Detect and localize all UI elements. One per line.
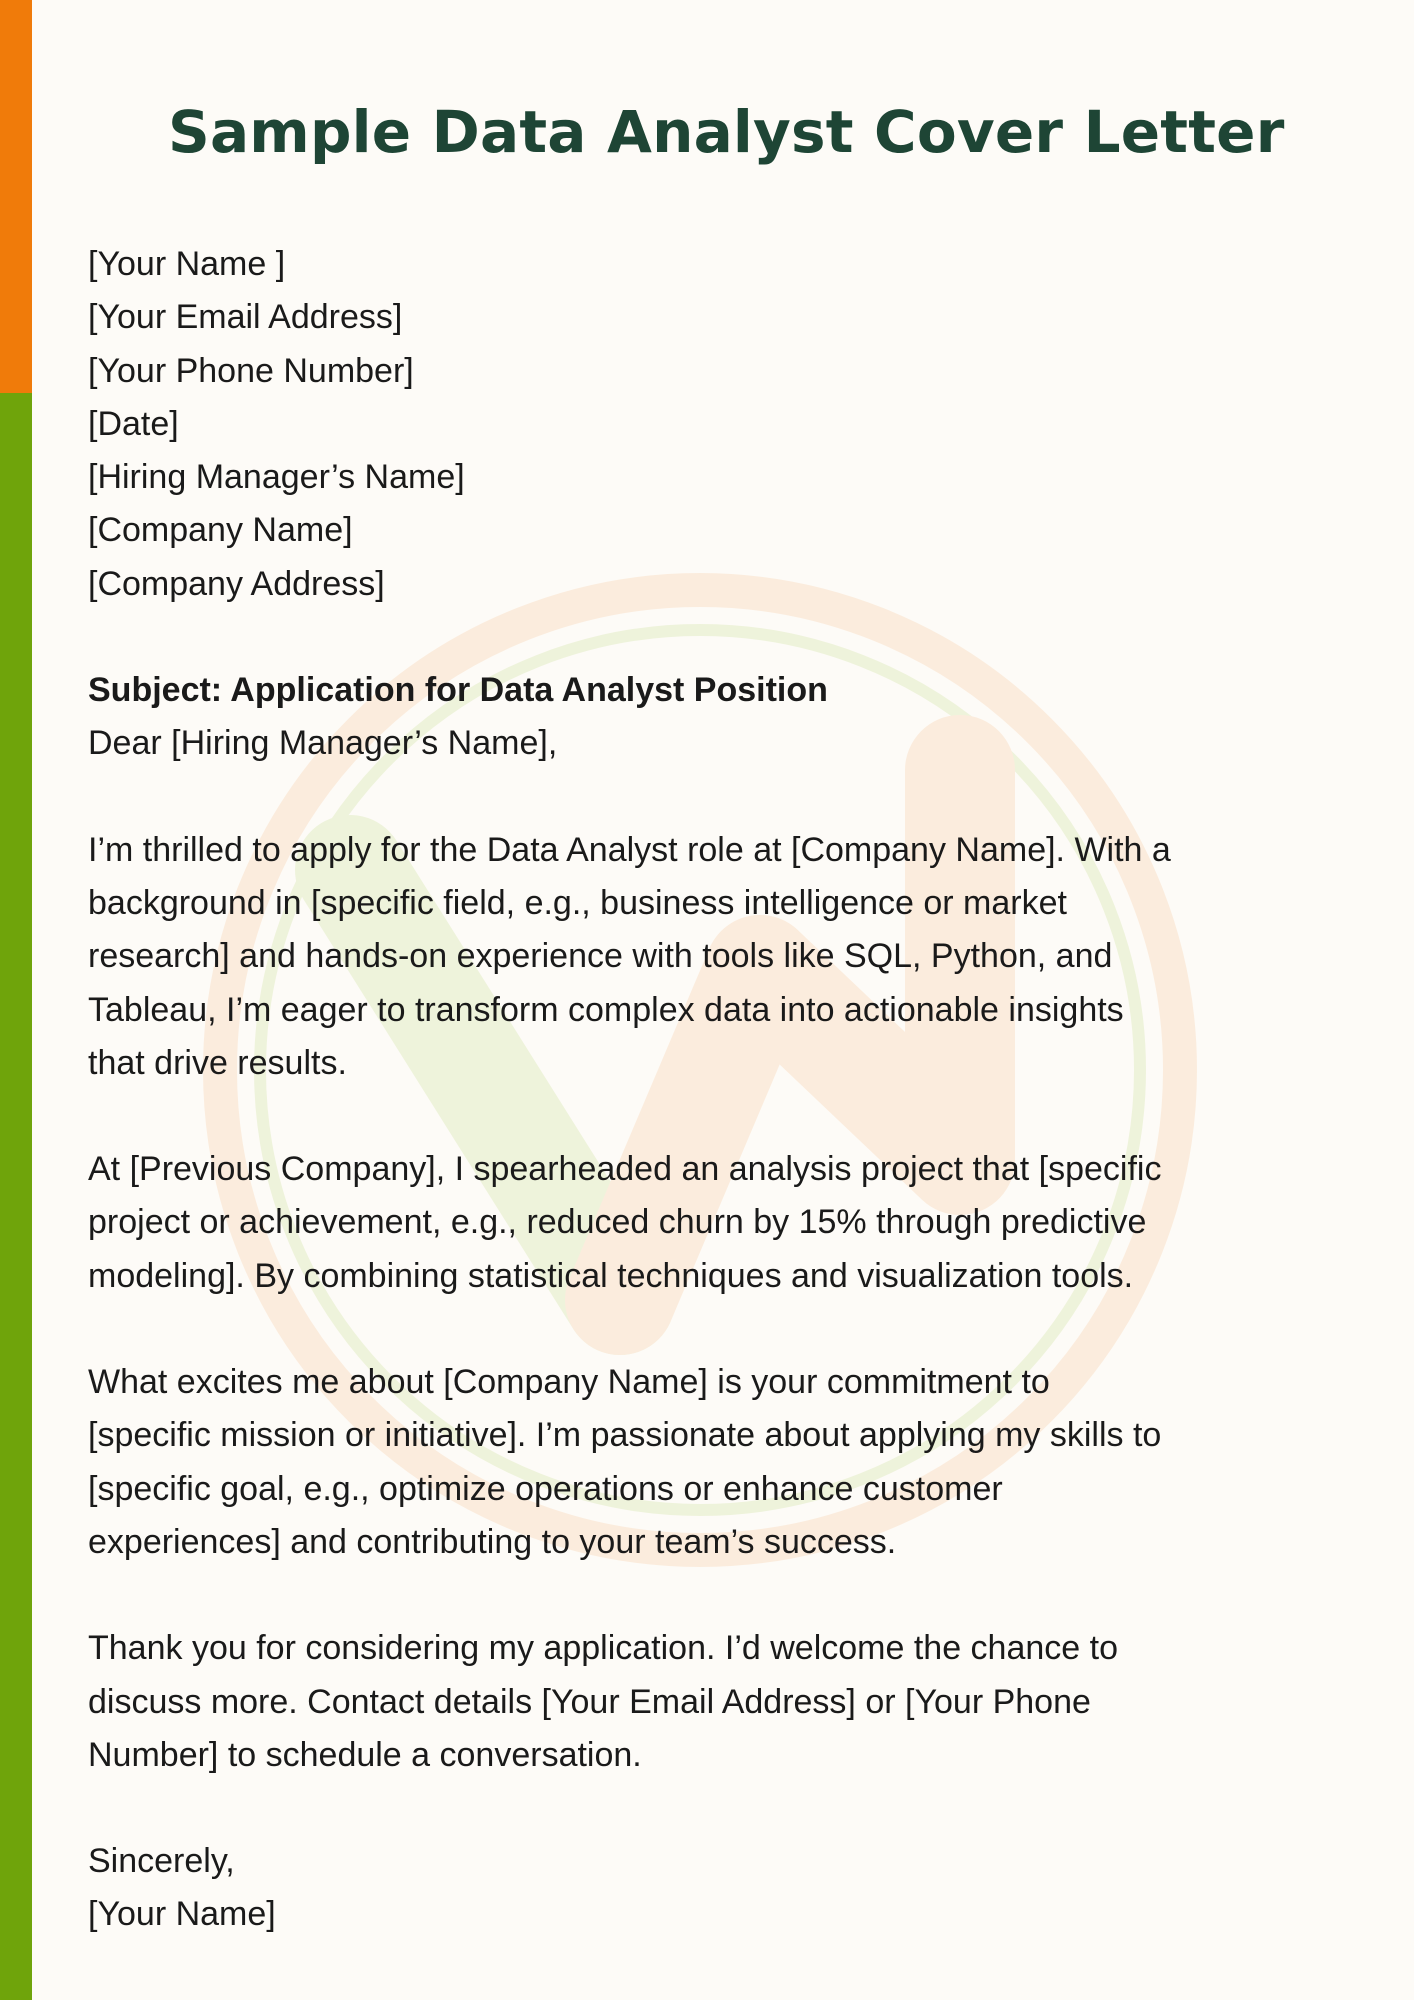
- signature-name: [Your Name]: [88, 1895, 276, 1934]
- recipient-name: [Hiring Manager’s Name]: [88, 458, 465, 497]
- paragraph-line: discuss more. Contact details [Your Email Address] or [Your Phone: [88, 1682, 1091, 1721]
- paragraph-line: that drive results.: [88, 1043, 347, 1082]
- paragraph-line: At [Previous Company], I spearheaded an analysis project that [specific: [88, 1150, 1162, 1189]
- paragraph-closing: [88, 1622, 1338, 1782]
- paragraph-line: What excites me about [Company Name] is your commitment to: [88, 1363, 1050, 1402]
- paragraph-line: research] and hands-on experience with tools like SQL, Python, and: [88, 937, 1113, 976]
- recipient-address: [Company Address]: [88, 564, 385, 603]
- subject-line: Subject: Application for Data Analyst Position: [88, 671, 828, 710]
- sender-phone: [Your Phone Number]: [88, 351, 414, 390]
- paragraph-line: experiences] and contributing to your team’s success.: [88, 1522, 897, 1561]
- closing-phrase: Sincerely,: [88, 1842, 235, 1881]
- sender-name: [Your Name ]: [88, 245, 286, 283]
- paragraph-line: I’m thrilled to apply for the Data Analyst role at [Company Name]. With a: [88, 830, 1171, 869]
- paragraph-introduction: [88, 824, 1338, 1090]
- paragraph-line: Tableau, I’m eager to transform complex data into actionable insights: [88, 990, 1124, 1029]
- paragraph-line: Number] to schedule a conversation.: [88, 1735, 642, 1774]
- sender-email: [Your Email Address]: [88, 298, 403, 337]
- letter-date: [Date]: [88, 404, 179, 443]
- page-title: Sample Data Analyst Cover Letter: [168, 98, 1285, 166]
- paragraph-line: background in [specific field, e.g., business intelligence or market: [88, 883, 1067, 922]
- paragraph-experience: [88, 1143, 1338, 1303]
- paragraph-line: project or achievement, e.g., reduced churn by 15% through predictive: [88, 1203, 1147, 1242]
- paragraph-line: Thank you for considering my application. I’d welcome the chance to: [88, 1629, 1118, 1668]
- paragraph-line: [specific goal, e.g., optimize operations or enhance customer: [88, 1469, 1003, 1508]
- paragraph-motivation: [88, 1356, 1338, 1569]
- salutation: Dear [Hiring Manager’s Name],: [88, 724, 558, 763]
- paragraph-line: [specific mission or initiative]. I’m passionate about applying my skills to: [88, 1416, 1162, 1455]
- accent-stripe-green: [0, 393, 32, 2000]
- paragraph-line: modeling]. By combining statistical techniques and visualization tools.: [88, 1256, 1134, 1295]
- letter-body: [88, 238, 1338, 1942]
- sender-block: [88, 238, 1338, 611]
- accent-stripe-orange: [0, 0, 32, 393]
- recipient-company: [Company Name]: [88, 511, 353, 550]
